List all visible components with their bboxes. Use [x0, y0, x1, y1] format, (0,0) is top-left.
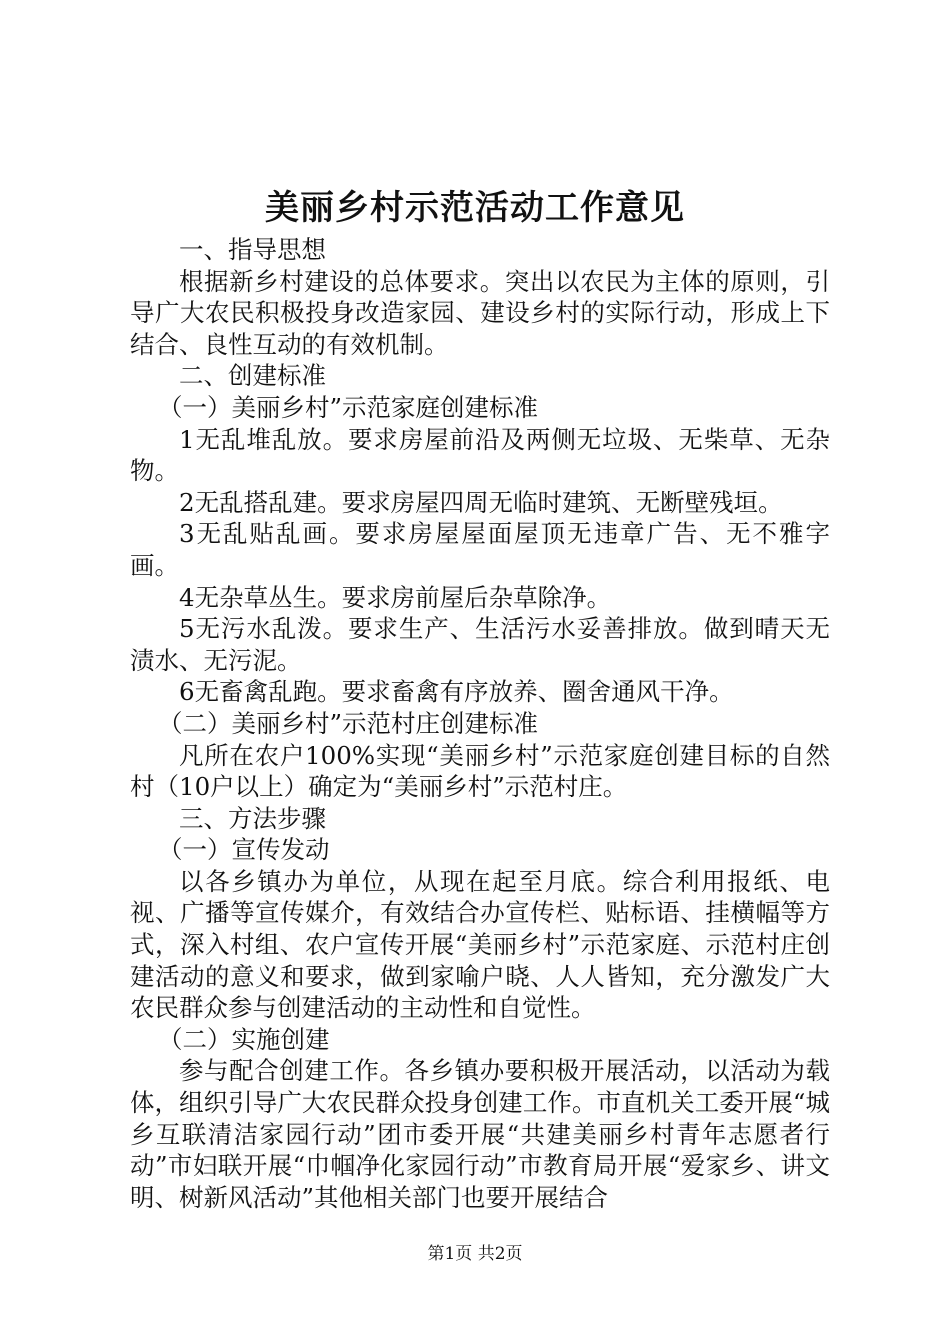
paragraph: 三、方法步骤: [179, 803, 326, 833]
paragraph: 4无杂草丛生。要求房前屋后杂草除净。: [179, 582, 612, 612]
document-body: [130, 234, 830, 1213]
document-title: 美丽乡村示范活动工作意见: [265, 188, 685, 228]
paragraph: 根据新乡村建设的总体要求。突出以农民为主体的原则，引导广大农民积极投身改造家园、建设乡村的实际行动，形成上下结合、良性互动的有效机制。: [130, 266, 830, 359]
page-footer: 第1页 共2页: [427, 1244, 523, 1264]
paragraph: 一、指导思想: [179, 235, 326, 264]
paragraph: 二、创建标准: [179, 361, 326, 391]
paragraph: （一）美丽乡村”示范家庭创建标准: [158, 392, 539, 422]
paragraph: 以各乡镇办为单位，从现在起至月底。综合利用报纸、电视、广播等宣传媒介，有效结合办宣传栏、贴标语、挂横幅等方式，深入村组、农户宣传开展“美丽乡村”示范家庭、示范村庄创建活动的意义和要求，做到家喻户晓、人人皆知，充分激发广大农民群众参与创建活动的主动性和自觉性。: [130, 866, 830, 1023]
paragraph: （一）宣传发动: [158, 835, 330, 865]
paragraph: 参与配合创建工作。各乡镇办要积极开展活动，以活动为载体，组织引导广大农民群众投身创建工作。市直机关工委开展“城乡互联清洁家园行动”团市委开展“共建美丽乡村青年志愿者行动”市妇联开展“巾帼净化家园行动”市教育局开展“爱家乡、讲文明、树新风活动”其他相关部门也要开展结合: [130, 1056, 830, 1212]
paragraph: 1无乱堆乱放。要求房屋前沿及两侧无垃圾、无柴草、无杂物。: [130, 424, 830, 486]
paragraph: 3无乱贴乱画。要求房屋屋面屋顶无违章广告、无不雅字画。: [130, 519, 830, 580]
paragraph: （二）实施创建: [158, 1024, 330, 1054]
paragraph: 6无畜禽乱跑。要求畜禽有序放养、圈舍通风干净。: [179, 677, 734, 707]
paragraph: （二）美丽乡村”示范村庄创建标准: [158, 708, 539, 738]
paragraph: 5无污水乱泼。要求生产、生活污水妥善排放。做到晴天无渍水、无污泥。: [130, 614, 830, 675]
paragraph: 2无乱搭乱建。要求房屋四周无临时建筑、无断壁残垣。: [179, 487, 783, 517]
paragraph: 凡所在农户100%实现“美丽乡村”示范家庭创建目标的自然村（10户以上）确定为“美丽乡村”示范村庄。: [130, 740, 830, 802]
